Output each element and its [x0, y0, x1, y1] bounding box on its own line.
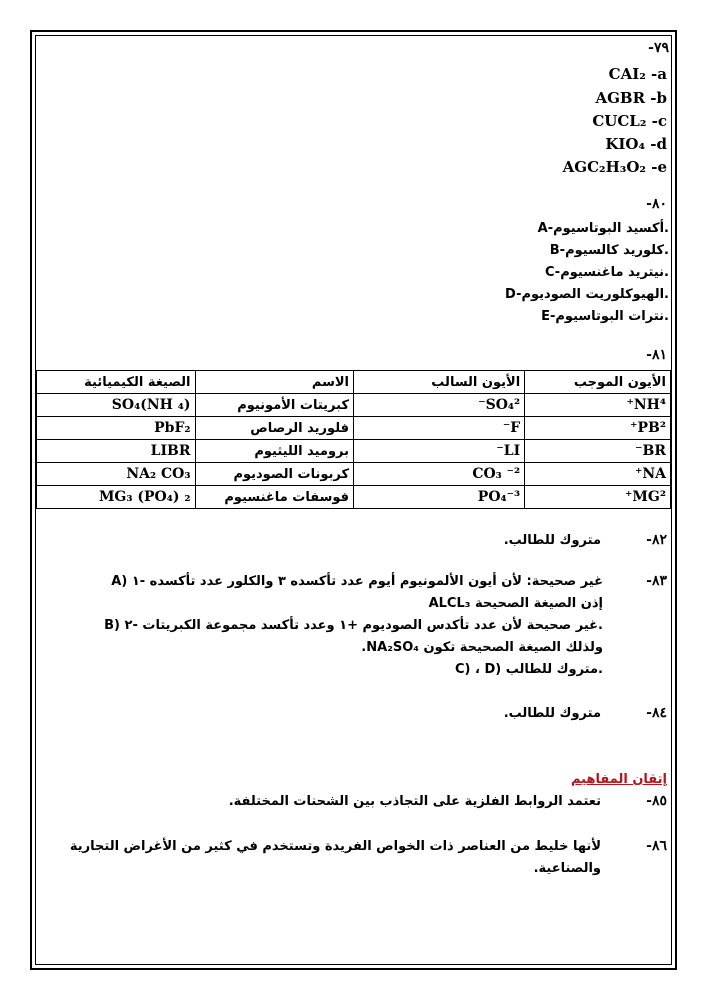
q83-line-3: B) غير صحيحة لأن عدد تأكدس الصوديوم +١ وعدد تأكسد مجموعة الكبريتات -٢. — [104, 618, 603, 633]
q83-line-5: C) ، D) متروك للطالب. — [454, 662, 603, 677]
q82-number: -٨٢ — [646, 532, 667, 548]
header-anion: الأيون السالب — [354, 371, 525, 394]
ions-table-header — [37, 371, 671, 394]
q83-line-2: إذن الصيغة الصحيحة ALCL₃ — [428, 596, 603, 611]
cell-anion: LI⁻ — [354, 440, 525, 463]
q80-item-a: A-أكسيد البوتاسيوم. — [537, 221, 669, 236]
q80-item-d: D-الهيوكلوريت الصوديوم. — [505, 287, 669, 302]
table-row — [37, 417, 671, 440]
q79-item-c: CUCL₂ -c — [592, 112, 667, 130]
table-row — [37, 463, 671, 486]
cell-name: فوسفات ماغنسيوم — [195, 486, 354, 509]
cell-formula: (NH ₄)SO₄ — [37, 394, 196, 417]
cell-cation: MG²⁺ — [525, 486, 671, 509]
q80-item-e: E-نترات البوتاسيوم. — [541, 309, 669, 324]
q83-line-1: A) غير صحيحة: لأن أيون الألمونيوم أيوم عدد تأكسده ٣ والكلور عدد تأكسده -١ — [111, 574, 603, 589]
q79-item-d: KIO₄ -d — [605, 135, 667, 153]
cell-anion: SO₄²⁻ — [354, 394, 525, 417]
cell-formula: LIBR — [37, 440, 196, 463]
cell-name: فلوريد الرصاص — [195, 417, 354, 440]
q79-item-a: CAI₂ -a — [608, 65, 667, 83]
q83-number: -٨٣ — [646, 573, 667, 589]
header-cation: الأيون الموجب — [525, 371, 671, 394]
cell-anion: CO₃ ⁻² — [354, 463, 525, 486]
cell-formula: NA₂ CO₃ — [37, 463, 196, 486]
cell-anion: PO₄⁻³ — [354, 486, 525, 509]
cell-formula: MG₃ (PO₄) ₂ — [37, 486, 196, 509]
q79-number: -٧٩ — [648, 40, 669, 56]
cell-cation: BR⁻ — [525, 440, 671, 463]
q86-number: -٨٦ — [646, 838, 667, 854]
q85-number: -٨٥ — [646, 793, 667, 809]
cell-cation: NH⁴⁺ — [525, 394, 671, 417]
cell-name: كربونات الصوديوم — [195, 463, 354, 486]
cell-name: كبريتات الأمونيوم — [195, 394, 354, 417]
cell-cation: NA⁺ — [525, 463, 671, 486]
q82-text: متروك للطالب. — [503, 533, 601, 548]
cell-anion: F⁻ — [354, 417, 525, 440]
cell-cation: PB²⁺ — [525, 417, 671, 440]
q83-line-4: ولذلك الصيغة الصحيحة تكون NA₂SO₄. — [361, 640, 603, 655]
cell-name: بروميد الليثيوم — [195, 440, 354, 463]
table-row — [37, 394, 671, 417]
q84-number: -٨٤ — [646, 705, 667, 721]
header-name: الاسم — [195, 371, 354, 394]
concepts-heading: إتقان المفاهيم — [570, 772, 667, 787]
q85-text: تعتمد الروابط الفلزية على التجاذب بين الشحنات المختلفة. — [228, 794, 601, 809]
q80-number: -٨٠ — [646, 196, 667, 212]
table-row — [37, 486, 671, 509]
cell-formula: PbF₂ — [37, 417, 196, 440]
q86-line-2: والصناعية. — [533, 861, 601, 876]
q86-line-1: لأنها خليط من العناصر ذات الخواص الفريدة وتستخدم في كثير من الأغراض التجارية — [69, 839, 601, 854]
ions-table — [36, 370, 671, 509]
header-formula: الصيغة الكيميائية — [37, 371, 196, 394]
q80-item-c: C-نيتريد ماغنسيوم. — [544, 265, 669, 280]
q81-number: -٨١ — [646, 347, 667, 363]
q80-item-b: B-كلوريد كالسيوم. — [549, 243, 669, 258]
table-row — [37, 440, 671, 463]
q84-text: متروك للطالب. — [503, 706, 601, 721]
q79-item-b: AGBR -b — [595, 89, 667, 107]
q79-item-e: AGC₂H₃O₂ -e — [562, 158, 667, 176]
